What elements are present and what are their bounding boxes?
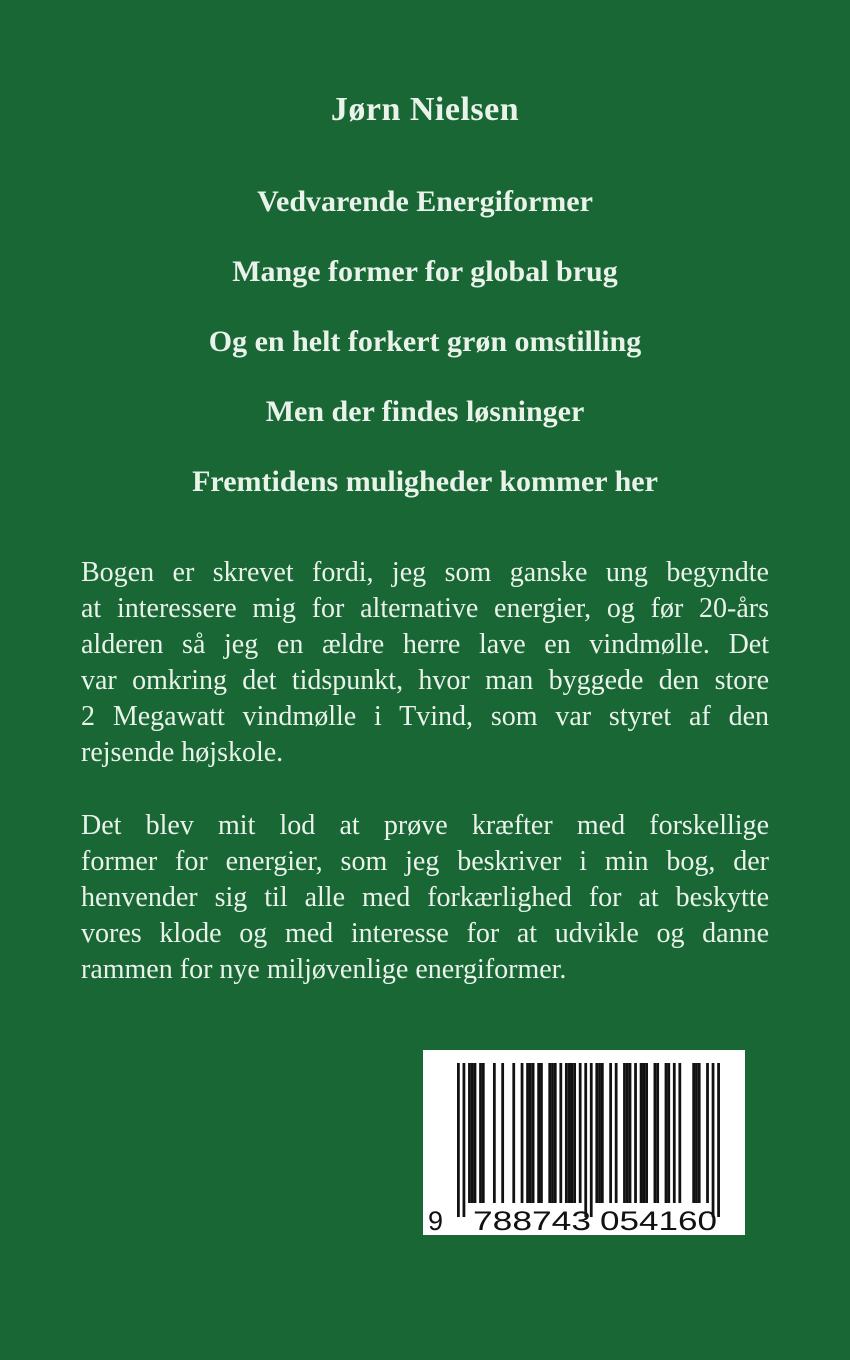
paragraph-line: at interessere mig for alternative energier, og før 20-års [81, 593, 769, 624]
subtitle-line-2: Mange former for global brug [232, 255, 618, 288]
paragraph-line: former for energier, som jeg beskriver i min bog, der [81, 846, 769, 877]
back-cover-paragraph-1 [81, 555, 769, 771]
paragraph-line: alderen så jeg en ældre herre lave en vindmølle. Det [81, 629, 769, 660]
paragraph-line: rammen for nye miljøvenlige energiformer. [81, 954, 567, 985]
barcode-bars [457, 1063, 720, 1217]
subtitle-line-3: Og en helt forkert grøn omstilling [208, 325, 642, 358]
barcode-digits-right: 054160 [600, 1206, 717, 1235]
subtitle-line-5: Fremtidens muligheder kommer her [192, 465, 658, 498]
paragraph-line: var omkring det tidspunkt, hvor man byggede den store [81, 665, 769, 696]
subtitle-line-4: Men der findes løsninger [265, 395, 585, 428]
paragraph-line: vores klode og med interesse for at udvikle og danne [81, 918, 769, 949]
paragraph-line: Bogen er skrevet fordi, jeg som ganske ung begyndte [81, 557, 769, 588]
paragraph-line: henvender sig til alle med forkærlighed for at beskytte [81, 882, 769, 913]
paragraph-line: Det blev mit lod at prøve kræfter med forskellige [81, 810, 769, 841]
barcode-digits-left: 788743 [473, 1206, 591, 1235]
back-cover-paragraph-2 [81, 808, 769, 988]
barcode-svg [423, 1050, 745, 1235]
paragraph-line: 2 Megawatt vindmølle i Tvind, som var styret af den [81, 701, 769, 732]
paragraph-line: rejsende højskole. [81, 737, 284, 768]
barcode-digit-first: 9 [428, 1206, 444, 1235]
barcode [423, 1050, 745, 1235]
subtitle-line-1: Vedvarende Energiformer [257, 185, 593, 218]
author-name: Jørn Nielsen [330, 91, 520, 128]
